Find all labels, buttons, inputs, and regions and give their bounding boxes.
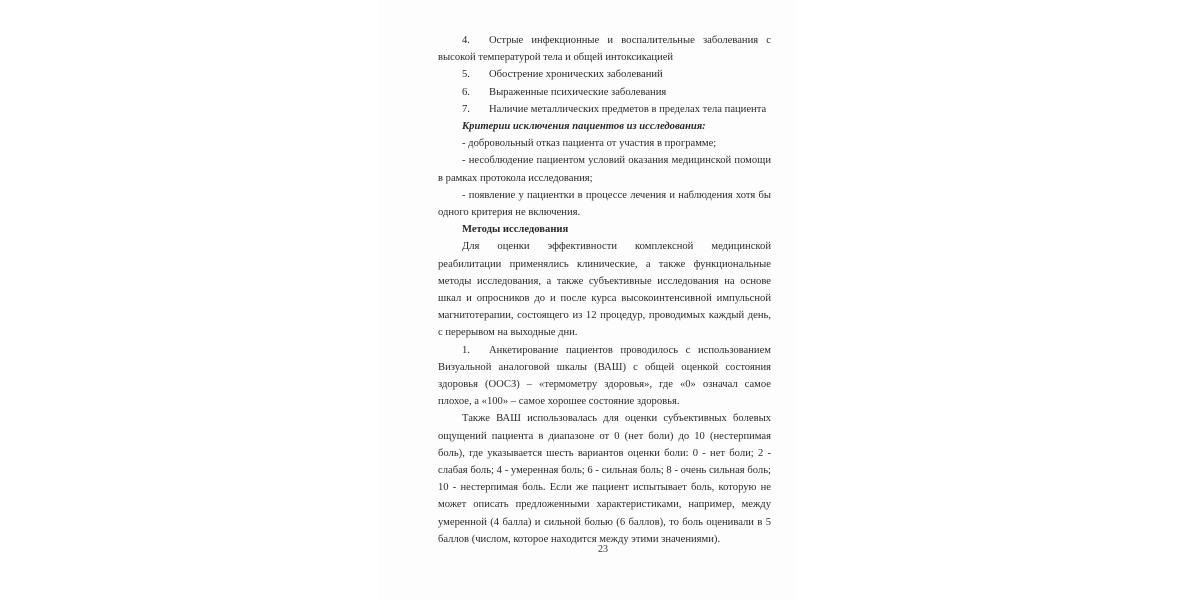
exclusion-item: - добровольный отказ пациента от участия в программе; [462,138,717,150]
list-text: Выраженные психические заболевания [489,86,667,98]
contraindication-item-7 [438,101,771,118]
contraindication-item-4 [438,32,771,66]
list-number: 7. [462,103,470,115]
document-body [438,32,771,548]
list-number: 6. [462,86,470,98]
method-item-1 [438,342,771,411]
exclusion-item: - появление у пациентки в процессе лечения и наблюдения хотя бы одного критерия не включения. [438,189,771,219]
contraindication-item-5 [438,66,771,83]
methods-heading: Методы исследования [462,224,569,236]
page-number: 23 [598,544,608,555]
list-number: 5. [462,69,470,81]
vas-paragraph: Также ВАШ использовалась для оценки субъективных болевых ощущений пациента в диапазоне от 0 (нет боли) до 10 (нестерпимая боль), где указывается шесть вариантов оценки боли: 0 - нет боли; 2 - слабая боль; 4 - умеренная боль; 6 - сильная боль; 8 - очень сильная боль; 10 - нестерпимая боль. Если же пациент испытывает боль, которую не может описать предложенными характеристиками, например, между умеренной (4 балла) и сильной болью (6 баллов), то боль оценивали в 5 баллов (числом, которое находится между этими значениями). [438,413,771,545]
list-text: Обострение хронических заболеваний [489,69,663,81]
exclusion-criteria-heading: Критерии исключения пациентов из исследования: [462,121,706,133]
list-text: Наличие металлических предметов в пределах тела пациента [489,103,767,115]
methods-paragraph: Для оценки эффективности комплексной медицинской реабилитации применялись клинические, а также функциональные методы исследования, а также субъективные исследования на основе шкал и опросников до и после курса высокоинтенсивной импульсной магнитотерапии, состоящего из 12 процедур, проводимых каждый день, с перерывом на выходные дни. [438,241,771,339]
list-text: Острые инфекционные и воспалительные заболевания с высокой температурой тела и общей интоксикацией [438,35,771,64]
list-number: 4. [462,35,470,46]
list-number: 1. [462,344,470,356]
list-text: Анкетирование пациентов проводилось с использованием Визуальной аналоговой шкалы (ВАШ) с общей оценкой состояния здоровья (ООСЗ) – «термометру здоровья», где «0» означал самое плохое, а «100» – самое хорошее состояние здоровья. [438,344,771,408]
exclusion-item: - несоблюдение пациентом условий оказания медицинской помощи в рамках протокола исследования; [438,155,771,184]
contraindication-item-6 [438,84,771,101]
